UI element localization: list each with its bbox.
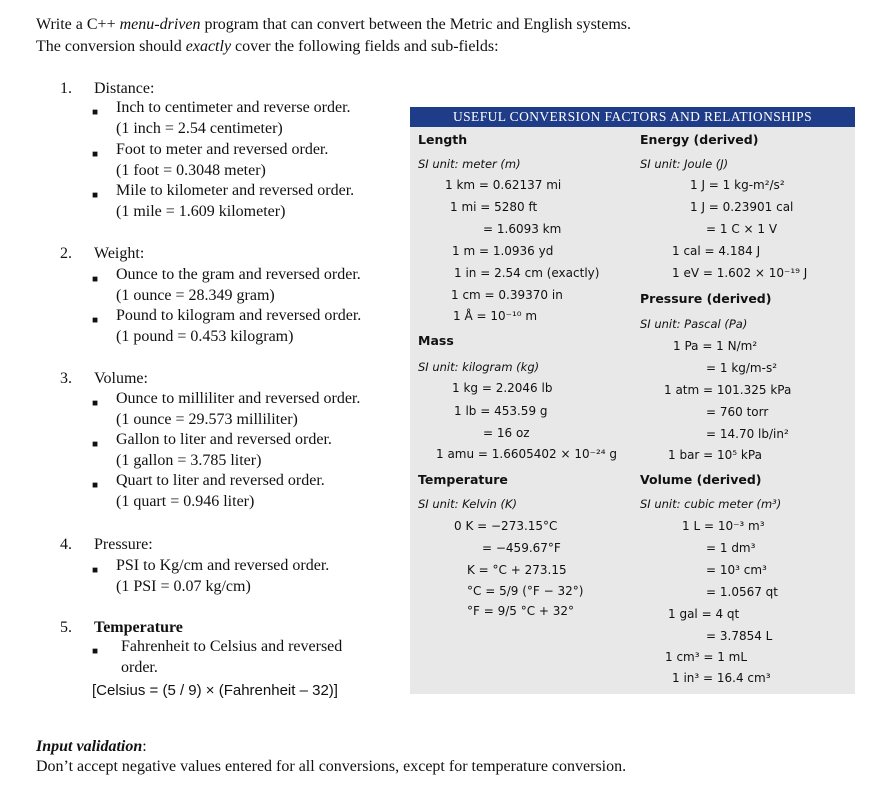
intro-line2-a: The conversion should: [36, 38, 186, 55]
list-item: Fahrenheit to Celsius and reversed: [121, 638, 343, 655]
length-row: 1 cm = 0.39370 in: [451, 288, 563, 302]
list-item: Inch to centimeter and reverse order.: [116, 99, 351, 116]
mass-title: Mass: [418, 333, 454, 348]
temperature-row: = −459.67°F: [482, 541, 561, 555]
intro-text: [36, 14, 631, 58]
temperature-title: Temperature: [418, 472, 508, 487]
length-row: 1 m = 1.0936 yd: [452, 244, 554, 258]
pressure-row: = 760 torr: [706, 405, 769, 419]
bullet-icon: ■: [92, 107, 99, 118]
pressure-row: = 14.70 lb/in²: [706, 427, 789, 441]
intro-line-2: [36, 36, 631, 58]
length-row: 1 Å = 10⁻¹⁰ m: [453, 309, 538, 323]
bullet-icon: ■: [92, 398, 99, 409]
mass-row: 1 kg = 2.2046 lb: [452, 381, 553, 395]
list-item-detail: (1 pound = 0.453 kilogram): [116, 328, 294, 345]
input-validation-colon: :: [142, 738, 147, 755]
section-number: 1.: [60, 80, 72, 97]
mass-si: SI unit: kilogram (kg): [418, 360, 540, 374]
volume-row: = 1.0567 qt: [706, 585, 778, 599]
bullet-icon: ■: [92, 274, 99, 285]
volume-row: 1 gal = 4 qt: [668, 607, 740, 621]
list-item: Mile to kilometer and reversed order.: [116, 182, 355, 199]
list-item: Ounce to milliliter and reversed order.: [116, 390, 361, 407]
table-header: USEFUL CONVERSION FACTORS AND RELATIONSHIPS: [410, 107, 855, 127]
section-title: Distance:: [94, 80, 155, 97]
input-validation-text: Don’t accept negative values entered for all conversions, except for temperature conversion.: [36, 758, 627, 775]
list-item: Foot to meter and reversed order.: [116, 141, 329, 158]
pressure-title: Pressure (derived): [640, 291, 772, 306]
volume-row: = 1 dm³: [706, 541, 756, 555]
list-item: Gallon to liter and reversed order.: [116, 431, 332, 448]
energy-si: SI unit: Joule (J): [640, 157, 729, 171]
section-title: Temperature: [94, 619, 183, 636]
list-item-detail: (1 ounce = 29.573 milliliter): [116, 411, 298, 428]
intro-line2-b: cover the following fields and sub-fields:: [231, 38, 499, 55]
pressure-row: 1 atm = 101.325 kPa: [664, 383, 792, 397]
input-validation: [36, 737, 626, 777]
list-item: Pound to kilogram and reversed order.: [116, 307, 362, 324]
pressure-si: SI unit: Pascal (Pa): [640, 317, 748, 331]
intro-line-1: [36, 14, 631, 36]
list-item: PSI to Kg/cm and reversed order.: [116, 557, 330, 574]
energy-row: 1 cal = 4.184 J: [672, 244, 761, 258]
mass-row: 1 amu = 1.6605402 × 10⁻²⁴ g: [436, 447, 618, 461]
pressure-row: 1 bar = 10⁵ kPa: [668, 448, 762, 462]
temperature-row: K = °C + 273.15: [467, 563, 567, 577]
intro-line1-em: menu-driven: [119, 16, 201, 33]
energy-row: 1 eV = 1.602 × 10⁻¹⁹ J: [672, 266, 808, 280]
volume-row: 1 cm³ = 1 mL: [665, 650, 748, 664]
input-validation-heading: [36, 737, 626, 757]
pressure-row: = 1 kg/m-s²: [706, 361, 778, 375]
intro-line1-b: program that can convert between the Metric and English systems.: [200, 16, 632, 33]
length-si: SI unit: meter (m): [418, 157, 521, 171]
bullet-icon: ■: [92, 315, 99, 326]
volume-row: = 10³ cm³: [706, 563, 767, 577]
volume-row: 1 in³ = 16.4 cm³: [672, 671, 771, 685]
bullet-icon: ■: [92, 565, 99, 576]
bullet-icon: ■: [92, 149, 99, 160]
list-item-detail: (1 ounce = 28.349 gram): [116, 287, 275, 304]
section-title: Volume:: [94, 370, 148, 387]
volume-title: Volume (derived): [640, 472, 762, 487]
intro-line2-em: exactly: [185, 38, 232, 55]
celsius-formula: [Celsius = (5 / 9) × (Fahrenheit – 32)]: [92, 682, 338, 699]
temperature-row: 0 K = −273.15°C: [454, 519, 558, 533]
section-title: Weight:: [94, 245, 145, 262]
pressure-row: 1 Pa = 1 N/m²: [673, 339, 758, 353]
length-row: 1 km = 0.62137 mi: [445, 178, 562, 192]
intro-line1-a: Write a C++: [36, 16, 120, 33]
length-title: Length: [418, 132, 468, 147]
volume-row: = 3.7854 L: [706, 629, 773, 643]
section-title: Pressure:: [94, 536, 153, 553]
input-validation-title: Input validation: [36, 738, 143, 755]
length-row: 1 mi = 5280 ft: [450, 200, 538, 214]
section-number: 4.: [60, 536, 72, 553]
temperature-si: SI unit: Kelvin (K): [418, 497, 518, 511]
list-item-detail: (1 inch = 2.54 centimeter): [116, 120, 283, 137]
energy-row: 1 J = 1 kg-m²/s²: [690, 178, 785, 192]
bullet-icon: ■: [92, 646, 99, 657]
mass-row: 1 lb = 453.59 g: [454, 404, 548, 418]
length-row: = 1.6093 km: [483, 222, 562, 236]
list-item-detail: (1 PSI = 0.07 kg/cm): [116, 578, 251, 595]
bullet-icon: ■: [92, 480, 99, 491]
section-number: 3.: [60, 370, 72, 387]
bullet-icon: ■: [92, 439, 99, 450]
list-item-detail: (1 foot = 0.3048 meter): [116, 162, 266, 179]
list-item-detail: order.: [121, 659, 158, 676]
section-number: 5.: [60, 619, 72, 636]
volume-row: 1 L = 10⁻³ m³: [682, 519, 765, 533]
temperature-row: °C = 5/9 (°F − 32°): [467, 584, 584, 598]
mass-row: = 16 oz: [483, 426, 530, 440]
list-item-detail: (1 mile = 1.609 kilometer): [116, 203, 286, 220]
energy-title: Energy (derived): [640, 132, 759, 147]
list-item-detail: (1 gallon = 3.785 liter): [116, 452, 262, 469]
conversion-factors-table: [410, 107, 855, 694]
bullet-icon: ■: [92, 190, 99, 201]
list-item: Ounce to the gram and reversed order.: [116, 266, 361, 283]
volume-si: SI unit: cubic meter (m³): [640, 497, 782, 511]
temperature-row: °F = 9/5 °C + 32°: [467, 604, 575, 618]
list-item: Quart to liter and reversed order.: [116, 472, 325, 489]
energy-row: 1 J = 0.23901 cal: [690, 200, 794, 214]
length-row: 1 in = 2.54 cm (exactly): [454, 266, 600, 280]
list-item-detail: (1 quart = 0.946 liter): [116, 493, 255, 510]
section-number: 2.: [60, 245, 72, 262]
energy-row: = 1 C × 1 V: [706, 222, 778, 236]
